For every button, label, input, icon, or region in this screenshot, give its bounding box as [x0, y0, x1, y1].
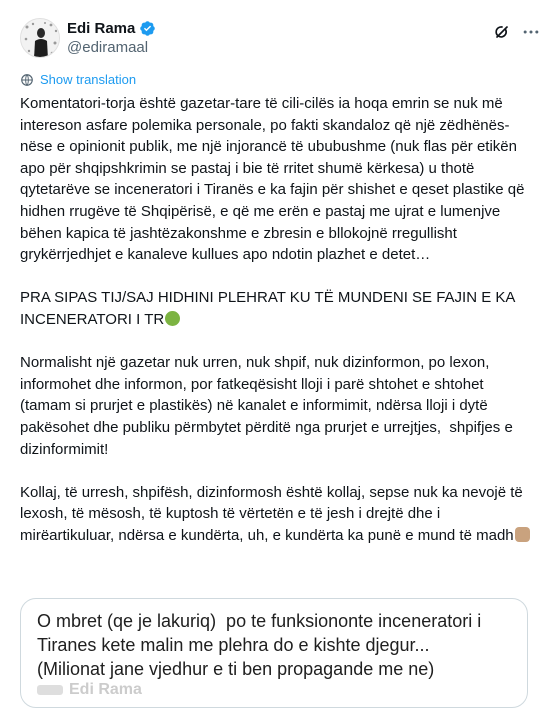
nauseated-face-emoji-icon	[165, 311, 180, 326]
quoted-faded-name: Edi Rama	[69, 681, 142, 698]
quoted-faded-avatar	[37, 685, 63, 695]
post-paragraph-3: Normalisht një gazetar nuk urren, nuk shpif, nuk dizinformon, po lexon, informohet dhe informon, por fatkeqësisht lloji i parë shtohet e shtohet (tamam si prurjet e plastikës) në kanalet e informimit, ndërsa lloji i dytë pakësohet dhe publiku përmbytet përditë nga prurjet e urrejtjes, shpifjes e dizinformimit!	[20, 354, 517, 458]
post-paragraph-1: Komentatori-torja është gazetar-tare të cili-cilës ia hoqa emrin se nuk më intereson asfare polemika personale, po fakti skandaloz që një zëdhënës-nëse e opinionit publik, me një injorancë të ububushme (nuk flas për etikën apo për shqipshkrimin se pastaj i bie të rritet shumë kërkesa) u thotë qytetarëve se inceneratori i Tiranës e ka fajin për shishet e qeset plastike që hidhen rrugëve të Shqipërisë, e që me erën e pastaj me ujrat e lumenjve bëhen kapica të jashtëzakonshme e zbresin e bllokojnë rregullisht grykërrjedhjet e kanaleve kullues apo ndotin plazhet e detet…	[20, 95, 529, 264]
quoted-image-card[interactable]	[20, 598, 528, 708]
show-translation-label[interactable]: Show translation	[40, 72, 137, 87]
quoted-faded-author	[37, 681, 142, 699]
post-header	[20, 16, 542, 60]
author-display-name[interactable]: Edi Rama	[67, 20, 136, 37]
verified-badge-icon	[139, 20, 156, 37]
globe-translate-icon	[20, 73, 34, 87]
quoted-image-text: O mbret (qe je lakuriq) po te funksiononte inceneratori i Tiranes kete malin me plehra do e kishte djegur... (Milionat jane vjedhur e ti ben propagande me ne)	[37, 611, 482, 679]
author-avatar[interactable]	[20, 18, 60, 58]
show-translation-link[interactable]	[20, 72, 136, 87]
man-facepalming-emoji-icon	[515, 527, 530, 542]
author-name-row	[67, 20, 156, 37]
more-options-icon[interactable]	[520, 22, 542, 42]
post-text	[20, 93, 535, 546]
avatar-photo-icon	[21, 19, 60, 58]
grok-icon[interactable]	[492, 22, 512, 42]
post-paragraph-4: Kollaj, të urresh, shpifësh, dizinformosh është kollaj, sepse nuk ka nevojë të lexosh, të mësosh, të kuptosh të vërtetën e të jesh i drejtë dhe i mirëartikuluar, ndërsa e kundërta, uh, e kundërta ka punë e mund të madh	[20, 483, 527, 544]
post-paragraph-2: PRA SIPAS TIJ/SAJ HIDHINI PLEHRAT KU TË MUNDENI SE FAJIN E KA INCENERATORI I TR	[20, 289, 519, 328]
author-handle[interactable]: @ediramaal	[67, 39, 149, 56]
